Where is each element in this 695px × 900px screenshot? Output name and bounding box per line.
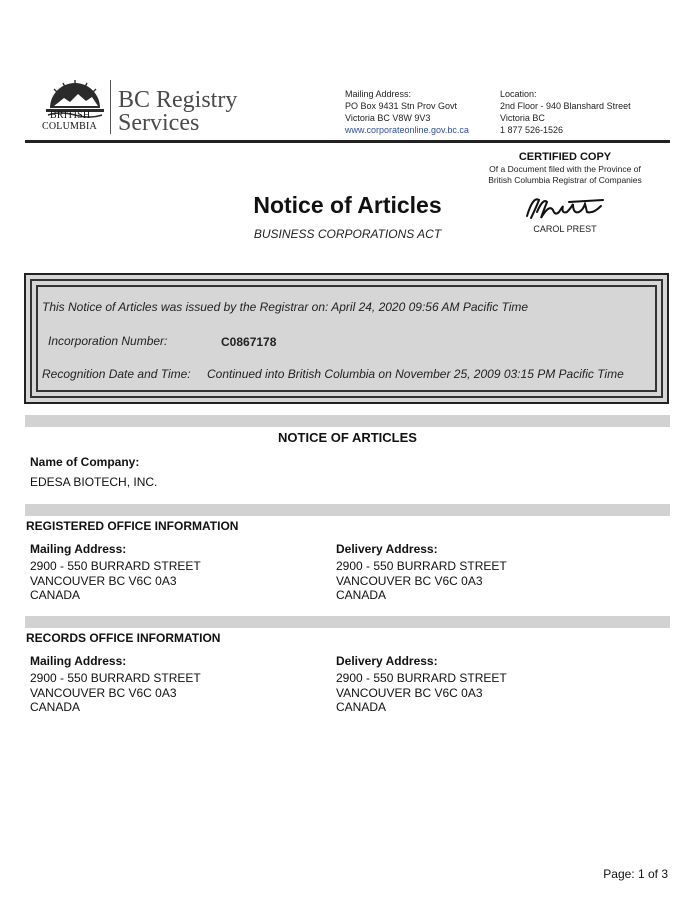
header-rule <box>25 140 670 143</box>
signature-icon <box>523 192 605 222</box>
mailing-address-label: Mailing Address: <box>345 89 412 99</box>
incorporation-number-label: Incorporation Number: <box>48 334 168 348</box>
website-link[interactable]: www.corporateonline.gov.bc.ca <box>345 125 469 135</box>
act-subtitle: BUSINESS CORPORATIONS ACT <box>253 227 442 241</box>
company-name-label: Name of Company: <box>30 455 140 469</box>
registry-title-line1: BC Registry <box>118 87 238 113</box>
delivery-address-label: Delivery Address: <box>336 542 438 556</box>
section-divider-bar <box>25 504 670 516</box>
address-line: 2900 - 550 BURRARD STREET <box>336 559 507 573</box>
records-delivery-address <box>336 654 507 715</box>
mailing-address-header <box>345 88 469 136</box>
phone-number: 1 877 526-1526 <box>500 125 564 135</box>
location-line2: Victoria BC <box>500 113 545 123</box>
logo-text-columbia: COLUMBIA <box>42 121 97 132</box>
location-header <box>500 88 631 136</box>
company-name-value: EDESA BIOTECH, INC. <box>30 475 158 489</box>
mailing-address-label: Mailing Address: <box>30 654 127 668</box>
mailing-address-line2: Victoria BC V8W 9V3 <box>345 113 431 123</box>
address-line: CANADA <box>336 588 387 602</box>
recognition-date-label: Recognition Date and Time: <box>42 367 191 381</box>
delivery-address-label: Delivery Address: <box>336 654 438 668</box>
incorporation-number-value: C0867178 <box>221 335 277 349</box>
mailing-address-label: Mailing Address: <box>30 542 127 556</box>
certified-copy-line2: British Columbia Registrar of Companies <box>488 175 642 185</box>
title-block <box>200 191 495 242</box>
issued-statement: This Notice of Articles was issued by the Registrar on: April 24, 2020 09:56 AM Pacific Time <box>42 300 529 314</box>
location-label: Location: <box>500 89 537 99</box>
certified-copy-block <box>470 151 660 186</box>
logo-divider <box>110 80 111 134</box>
signer-name: CAROL PREST <box>533 224 597 234</box>
address-line: VANCOUVER BC V6C 0A3 <box>30 573 177 588</box>
location-line1: 2nd Floor - 940 Blanshard Street <box>500 101 631 111</box>
address-line: VANCOUVER BC V6C 0A3 <box>336 685 483 700</box>
page-number: Page: 1 of 3 <box>603 867 668 881</box>
address-line: VANCOUVER BC V6C 0A3 <box>336 573 483 588</box>
page-title: Notice of Articles <box>253 192 442 218</box>
address-line: CANADA <box>30 588 81 602</box>
mailing-address-line1: PO Box 9431 Stn Prov Govt <box>345 101 458 111</box>
address-line: VANCOUVER BC V6C 0A3 <box>30 685 177 700</box>
certified-copy-line1: Of a Document filed with the Province of <box>489 164 641 174</box>
address-line: CANADA <box>336 700 387 714</box>
registered-office-heading: REGISTERED OFFICE INFORMATION <box>26 519 239 533</box>
address-line: 2900 - 550 BURRARD STREET <box>336 671 507 685</box>
notice-of-articles-heading: NOTICE OF ARTICLES <box>278 430 417 445</box>
logo-text-british: BRITISH <box>50 110 91 121</box>
section-divider-bar <box>25 415 670 427</box>
address-line: 2900 - 550 BURRARD STREET <box>30 671 201 685</box>
recognition-date-value: Continued into British Columbia on November 25, 2009 03:15 PM Pacific Time <box>207 367 624 381</box>
registered-delivery-address <box>336 542 507 603</box>
records-mailing-address <box>30 654 201 715</box>
records-office-heading: RECORDS OFFICE INFORMATION <box>26 631 221 645</box>
address-line: CANADA <box>30 700 81 714</box>
registry-title-line2: Services <box>118 110 200 136</box>
section-divider-bar <box>25 616 670 628</box>
certified-copy-heading: CERTIFIED COPY <box>518 151 612 163</box>
address-line: 2900 - 550 BURRARD STREET <box>30 559 201 573</box>
registered-mailing-address <box>30 542 201 603</box>
